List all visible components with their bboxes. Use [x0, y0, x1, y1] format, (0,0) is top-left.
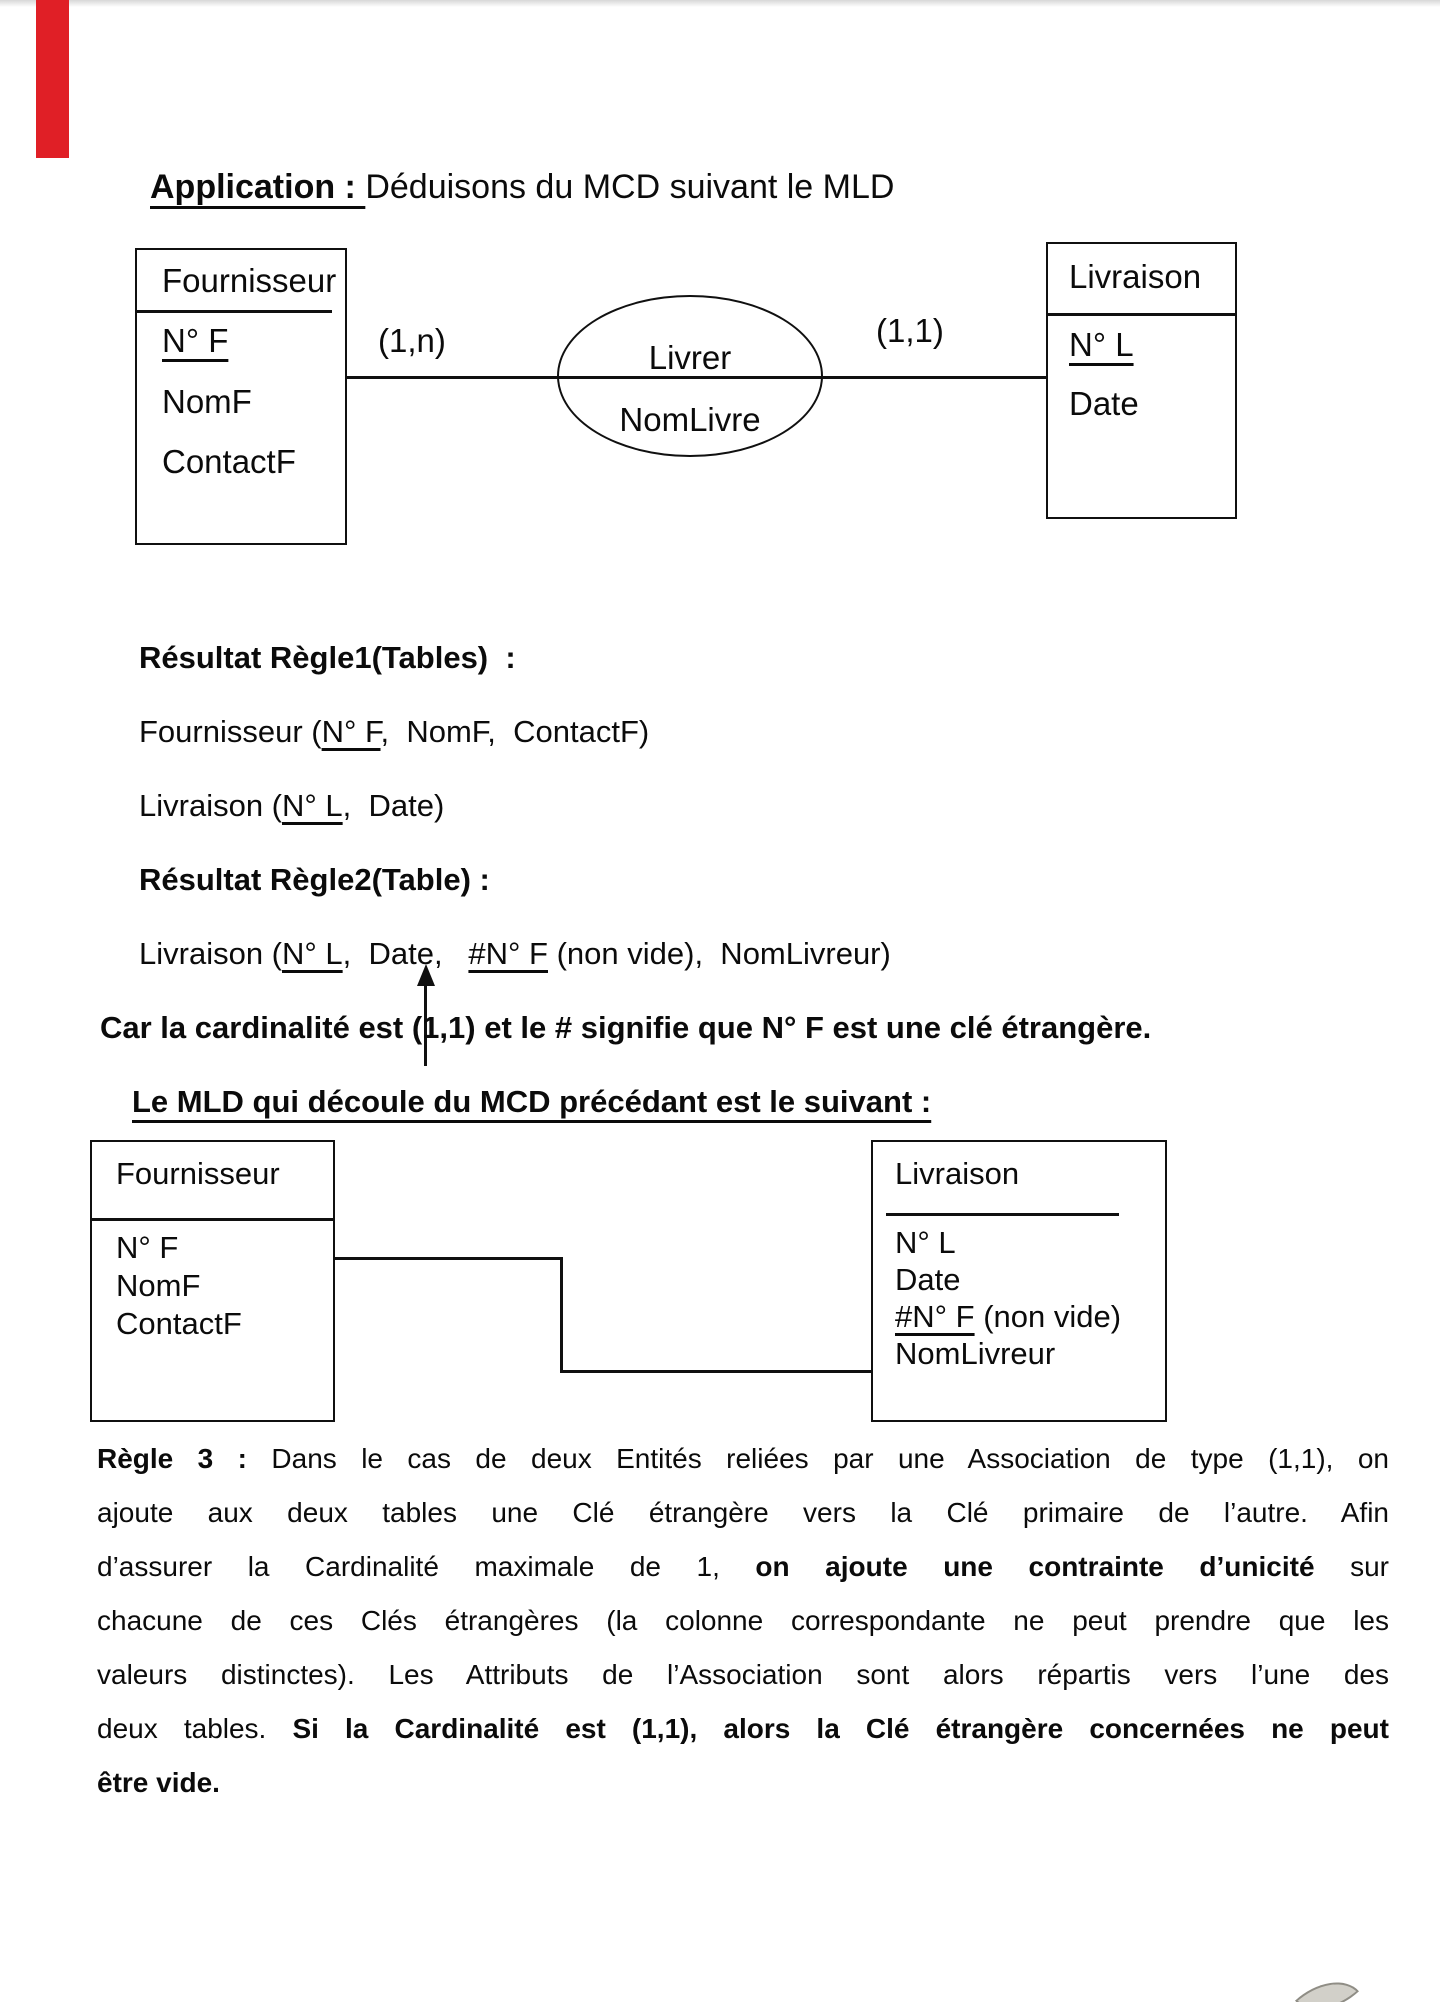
mld-connector-bottom	[560, 1370, 871, 1373]
mcd-cardinality-right: (1,1)	[876, 312, 944, 349]
title-subtext: Déduisons du MCD suivant le MLD	[365, 168, 895, 206]
mcd-association-livrer	[557, 295, 823, 457]
mld-fournisseur-title: Fournisseur	[116, 1156, 280, 1191]
rule3-line-7: être vide.	[97, 1767, 220, 1798]
rule3-line-2: ajoute aux deux tables une Clé étrangère vers la Clé primaire de l’autre. Afin	[97, 1497, 1389, 1528]
mld-livraison-col-fk: #N° F (non vide)	[895, 1299, 1122, 1334]
mld-livraison-col-nomlivreur: NomLivreur	[895, 1336, 1056, 1371]
rule3-line-5: valeurs distinctes). Les Attributs de l’Association sont alors répartis vers l’une des	[97, 1659, 1389, 1690]
mld-table-fournisseur	[90, 1140, 335, 1422]
mld-connector-vertical	[560, 1257, 563, 1373]
mcd-livraison-attr-date: Date	[1069, 385, 1139, 422]
page-title	[150, 168, 894, 207]
mcd-association-name: Livrer	[648, 339, 732, 376]
mcd-fournisseur-attr-contactf: ContactF	[162, 443, 296, 480]
mcd-fournisseur-attr-nomf: NomF	[162, 383, 252, 420]
rule3-line-4: chacune de ces Clés étrangères (la colonne correspondante ne peut prendre que les	[97, 1605, 1389, 1636]
mcd-livraison-attr-nl: N° L	[1069, 326, 1134, 363]
mld-fournisseur-col-nf: N° F	[116, 1230, 179, 1265]
rule3-line-3: d’assurer la Cardinalité maximale de 1, on ajoute une contrainte d’unicité sur	[97, 1551, 1389, 1582]
mcd-entity-fournisseur	[135, 248, 347, 545]
mld-heading: Le MLD qui découle du MCD précédant est le suivant :	[132, 1084, 932, 1119]
mcd-fournisseur-separator	[137, 310, 332, 313]
mcd-association-attribute: NomLivre	[619, 401, 761, 438]
mld-table-livraison	[871, 1140, 1167, 1422]
mcd-entity-livraison	[1046, 242, 1237, 519]
mld-livraison-col-date: Date	[895, 1262, 961, 1297]
rule2-heading: Résultat Règle2(Table) :	[139, 862, 490, 897]
mcd-fournisseur-attr-nf: N° F	[162, 322, 229, 359]
mld-livraison-separator	[886, 1213, 1119, 1216]
cardinality-note: Car la cardinalité est (1,1) et le # signifie que N° F est une clé étrangère.	[100, 1010, 1152, 1045]
mld-fournisseur-col-nomf: NomF	[116, 1268, 201, 1303]
rule1-heading: Résultat Règle1(Tables) :	[139, 640, 516, 675]
rule2-line-livraison: Livraison (N° L, Date, #N° F (non vide), NomLivreur)	[139, 936, 891, 971]
mld-connector-top	[335, 1257, 563, 1260]
title-label: Application :	[150, 168, 366, 206]
mcd-fournisseur-title: Fournisseur	[162, 262, 337, 299]
rule1-line-fournisseur: Fournisseur (N° F, NomF, ContactF)	[139, 714, 650, 749]
rule3-line-6: deux tables. Si la Cardinalité est (1,1), alors la Clé étrangère concernées ne peut	[97, 1713, 1389, 1744]
leaf-icon	[1295, 1965, 1359, 2002]
rule3-line-1: Règle 3 : Dans le cas de deux Entités reliées par une Association de type (1,1), on	[97, 1443, 1389, 1474]
page-top-shadow	[0, 0, 1440, 7]
mcd-livraison-title: Livraison	[1069, 258, 1202, 295]
mcd-livraison-separator	[1048, 313, 1235, 316]
mld-livraison-col-nl: N° L	[895, 1225, 956, 1260]
mcd-cardinality-left: (1,n)	[378, 322, 446, 359]
red-bar	[36, 0, 69, 158]
mld-livraison-title: Livraison	[895, 1156, 1020, 1191]
rule1-line-livraison: Livraison (N° L, Date)	[139, 788, 445, 823]
mld-fournisseur-separator	[92, 1218, 333, 1221]
mld-fournisseur-col-contactf: ContactF	[116, 1306, 242, 1341]
